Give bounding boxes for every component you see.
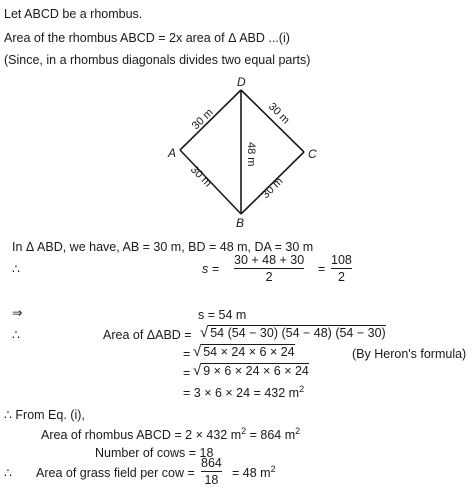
radical-3: √ 9 × 6 × 24 × 6 × 24 (193, 362, 309, 379)
radical-1: √ 54 (54 − 30) (54 − 48) (54 − 30) (200, 324, 386, 341)
therefore-2: ∴ (12, 328, 20, 342)
rhombus-area-sup1: 2 (241, 425, 247, 436)
rhombus-area-text: Area of rhombus ABCD = 2 × 432 m (41, 428, 242, 442)
grass-label: Area of grass field per cow = (36, 466, 195, 480)
from-eq-line: ∴ From Eq. (i), (4, 408, 85, 422)
result-sup: 2 (299, 383, 305, 394)
s-fraction (234, 253, 304, 284)
vertex-d: D (237, 75, 246, 89)
s-fraction-2 (331, 253, 352, 284)
grass-numerator: 864 (201, 456, 222, 470)
therefore-3: ∴ (4, 466, 12, 480)
rhombus-area-mid: = 864 m (246, 428, 296, 442)
intro-line-2: Area of the rhombus ABCD = 2x area of Δ ABD ...(i) (4, 31, 290, 45)
grass-result-sup: 2 (270, 463, 276, 474)
vertex-c: C (308, 147, 317, 161)
rhombus-area-line (41, 425, 301, 443)
grass-result-text: = 48 m (232, 466, 271, 480)
label-bd: 48 m (245, 142, 257, 167)
vertex-b: B (236, 216, 245, 230)
intro-line-3: (Since, in a rhombus diagonals divides two equal parts) (4, 53, 311, 67)
therefore-1: ∴ (12, 262, 20, 276)
rhombus-figure (0, 0, 474, 240)
result-line (183, 383, 305, 401)
s-numerator: 30 + 48 + 30 (234, 253, 305, 267)
result-text: = 3 × 6 × 24 = 432 m (183, 386, 300, 400)
radical-2: √ 54 × 24 × 6 × 24 (193, 343, 295, 360)
radicand-3: 9 × 6 × 24 × 6 × 24 (203, 364, 309, 378)
implies-symbol: ⇒ (12, 306, 23, 320)
s-denominator-2: 2 (337, 270, 345, 284)
grass-fraction (201, 456, 222, 487)
s-denominator: 2 (265, 270, 273, 284)
label-dc: 30 m (265, 100, 292, 127)
grass-result (232, 463, 276, 481)
intro-line-1: Let ABCD be a rhombus. (4, 7, 143, 21)
in-triangle-line: In Δ ABD, we have, AB = 30 m, BD = 48 m, DA = 30 m (12, 240, 314, 254)
equals-3: = (183, 366, 191, 380)
vertex-a: A (168, 146, 177, 160)
area-label: Area of ΔABD = (103, 328, 192, 342)
equals-2: = (183, 347, 191, 361)
s-lhs: s = (202, 262, 220, 276)
cows-line: Number of cows = 18 (95, 446, 214, 460)
s-equals: = (318, 262, 326, 276)
label-bc: 30 m (259, 175, 286, 202)
radicand-1: 54 (54 − 30) (54 − 48) (54 − 30) (210, 326, 386, 340)
s-value: s = 54 m (198, 308, 247, 322)
s-numerator-2: 108 (331, 253, 352, 267)
radicand-2: 54 × 24 × 6 × 24 (203, 345, 295, 359)
label-ad: 30 m (189, 106, 216, 133)
grass-denominator: 18 (204, 473, 219, 487)
label-ab: 30 m (187, 163, 214, 190)
heron-note: (By Heron's formula) (352, 347, 467, 361)
rhombus-area-sup2: 2 (295, 425, 301, 436)
